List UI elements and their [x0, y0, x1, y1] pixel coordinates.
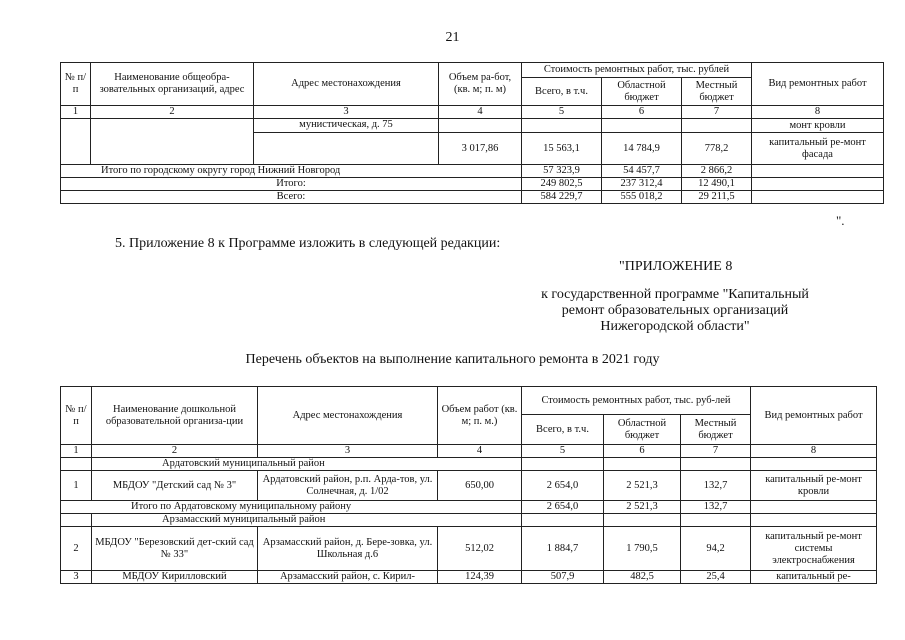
- header-address: Адрес местонахождения: [258, 387, 438, 445]
- work-type-cell: монт кровли: [752, 119, 884, 133]
- table-cell: [752, 191, 884, 204]
- local-cell: 12 490,1: [682, 178, 752, 191]
- header-total: Всего, в т.ч.: [522, 415, 604, 445]
- table-cell: [681, 514, 751, 527]
- regional-cell: 482,5: [604, 571, 681, 584]
- table-cell: [682, 119, 752, 133]
- col-number: 8: [751, 445, 877, 458]
- address-cell: мунистическая, д. 75: [254, 119, 439, 133]
- header-local-budget: Местный бюджет: [682, 78, 752, 106]
- header-org-name: Наименование дошкольной образовательной организа-ции: [92, 387, 258, 445]
- district-heading: Ардатовский муниципальный район: [92, 458, 522, 471]
- local-cell: 94,2: [681, 527, 751, 571]
- col-number: 1: [61, 106, 91, 119]
- col-number: 6: [604, 445, 681, 458]
- header-org-name: Наименование общеобра-зовательных организаций, адрес: [91, 63, 254, 106]
- col-number: 4: [439, 106, 522, 119]
- volume-cell: 512,02: [438, 527, 522, 571]
- col-number: 5: [522, 445, 604, 458]
- regional-cell: 14 784,9: [602, 133, 682, 165]
- regional-cell: 2 521,3: [604, 471, 681, 501]
- col-number: 7: [681, 445, 751, 458]
- appendix-title: "ПРИЛОЖЕНИЕ 8: [619, 259, 733, 274]
- table-cell: [751, 501, 877, 514]
- work-type-cell: капитальный ре-монт системы электроснабжения: [751, 527, 877, 571]
- table-cell: [61, 119, 91, 165]
- closing-quote: ".: [836, 213, 845, 228]
- row-number: 2: [61, 527, 92, 571]
- col-number: 2: [92, 445, 258, 458]
- total-cell: 2 654,0: [522, 471, 604, 501]
- subtotal-label: Итого:: [61, 178, 522, 191]
- col-number: 2: [91, 106, 254, 119]
- header-regional-budget: Областной бюджет: [602, 78, 682, 106]
- col-number: 7: [682, 106, 752, 119]
- header-cost-group: Стоимость ремонтных работ, тыс. рублей: [522, 63, 752, 78]
- header-work-type: Вид ремонтных работ: [751, 387, 877, 445]
- work-type-cell: капитальный ре-монт фасада: [752, 133, 884, 165]
- page-number: 21: [445, 30, 460, 45]
- col-number: 4: [438, 445, 522, 458]
- total-cell: 1 884,7: [522, 527, 604, 571]
- header-volume: Объем работ (кв. м; п. м.): [438, 387, 522, 445]
- total-cell: 57 323,9: [522, 165, 602, 178]
- col-number: 6: [602, 106, 682, 119]
- district-heading: Арзамасский муниципальный район: [92, 514, 522, 527]
- row-number: 3: [61, 571, 92, 584]
- org-name-cell: МБДОУ "Березовский дет-ский сад № 33": [92, 527, 258, 571]
- table-cell: [522, 514, 604, 527]
- local-cell: 132,7: [681, 501, 751, 514]
- local-cell: 778,2: [682, 133, 752, 165]
- list-title: Перечень объектов на выполнение капитального ремонта в 2021 году: [245, 352, 660, 367]
- total-cell: 2 654,0: [522, 501, 604, 514]
- total-cell: 249 802,5: [522, 178, 602, 191]
- org-name-cell: МБДОУ "Детский сад № 3": [92, 471, 258, 501]
- local-cell: 29 211,5: [682, 191, 752, 204]
- table-cell: [604, 458, 681, 471]
- header-num: № п/п: [61, 63, 91, 106]
- regional-cell: 54 457,7: [602, 165, 682, 178]
- volume-cell: 124,39: [438, 571, 522, 584]
- regional-cell: 555 018,2: [602, 191, 682, 204]
- table-cell: [522, 119, 602, 133]
- header-volume: Объем ра-бот, (кв. м; п. м): [439, 63, 522, 106]
- amendment-paragraph: 5. Приложение 8 к Программе изложить в следующей редакции:: [115, 236, 501, 251]
- col-number: 8: [752, 106, 884, 119]
- col-number: 3: [258, 445, 438, 458]
- header-cost-group: Стоимость ремонтных работ, тыс. руб-лей: [522, 387, 751, 415]
- local-cell: 132,7: [681, 471, 751, 501]
- table-cell: [681, 458, 751, 471]
- row-number: 1: [61, 471, 92, 501]
- district-total-label: Итого по Ардатовскому муниципальному району: [61, 501, 522, 514]
- header-regional-budget: Областной бюджет: [604, 415, 681, 445]
- table-cell: [522, 458, 604, 471]
- table-cell: [751, 458, 877, 471]
- table-cell: [602, 119, 682, 133]
- appendix-subtitle-line: Нижегородской области": [600, 319, 750, 334]
- appendix-subtitle: [525, 287, 825, 335]
- volume-cell: 3 017,86: [439, 133, 522, 165]
- regional-cell: 237 312,4: [602, 178, 682, 191]
- local-cell: 25,4: [681, 571, 751, 584]
- total-cell: 507,9: [522, 571, 604, 584]
- header-total: Всего, в т.ч.: [522, 78, 602, 106]
- col-number: 5: [522, 106, 602, 119]
- header-local-budget: Местный бюджет: [681, 415, 751, 445]
- total-cell: 584 229,7: [522, 191, 602, 204]
- continuation-table: [60, 62, 884, 204]
- regional-cell: 2 521,3: [604, 501, 681, 514]
- appendix-subtitle-line: ремонт образовательных организаций: [561, 303, 789, 318]
- appendix-subtitle-line: к государственной программе "Капитальный: [541, 287, 809, 302]
- grand-total-label: Всего:: [61, 191, 522, 204]
- header-work-type: Вид ремонтных работ: [752, 63, 884, 106]
- header-address: Адрес местонахождения: [254, 63, 439, 106]
- volume-cell: 650,00: [438, 471, 522, 501]
- objects-table: [60, 386, 877, 584]
- col-number: 3: [254, 106, 439, 119]
- city-total-label: Итого по городскому округу город Нижний Новгород: [61, 165, 522, 178]
- table-cell: [61, 458, 92, 471]
- regional-cell: 1 790,5: [604, 527, 681, 571]
- total-cell: 15 563,1: [522, 133, 602, 165]
- local-cell: 2 866,2: [682, 165, 752, 178]
- org-name-cell: МБДОУ Кирилловский: [92, 571, 258, 584]
- table-cell: [61, 514, 92, 527]
- work-type-cell: капитальный ре-монт кровли: [751, 471, 877, 501]
- col-number: 1: [61, 445, 92, 458]
- address-cell: Ардатовский район, р.п. Арда-тов, ул. Солнечная, д. 1/02: [258, 471, 438, 501]
- address-cell: Арзамасский район, д. Бере-зовка, ул. Школьная д.6: [258, 527, 438, 571]
- table-cell: [604, 514, 681, 527]
- address-cell: Арзамасский район, с. Кирил-: [258, 571, 438, 584]
- table-cell: [439, 119, 522, 133]
- header-num: № п/п: [61, 387, 92, 445]
- table-cell: [752, 178, 884, 191]
- table-cell: [91, 119, 254, 165]
- table-cell: [752, 165, 884, 178]
- table-cell: [254, 133, 439, 165]
- work-type-cell: капитальный ре-: [751, 571, 877, 584]
- table-cell: [751, 514, 877, 527]
